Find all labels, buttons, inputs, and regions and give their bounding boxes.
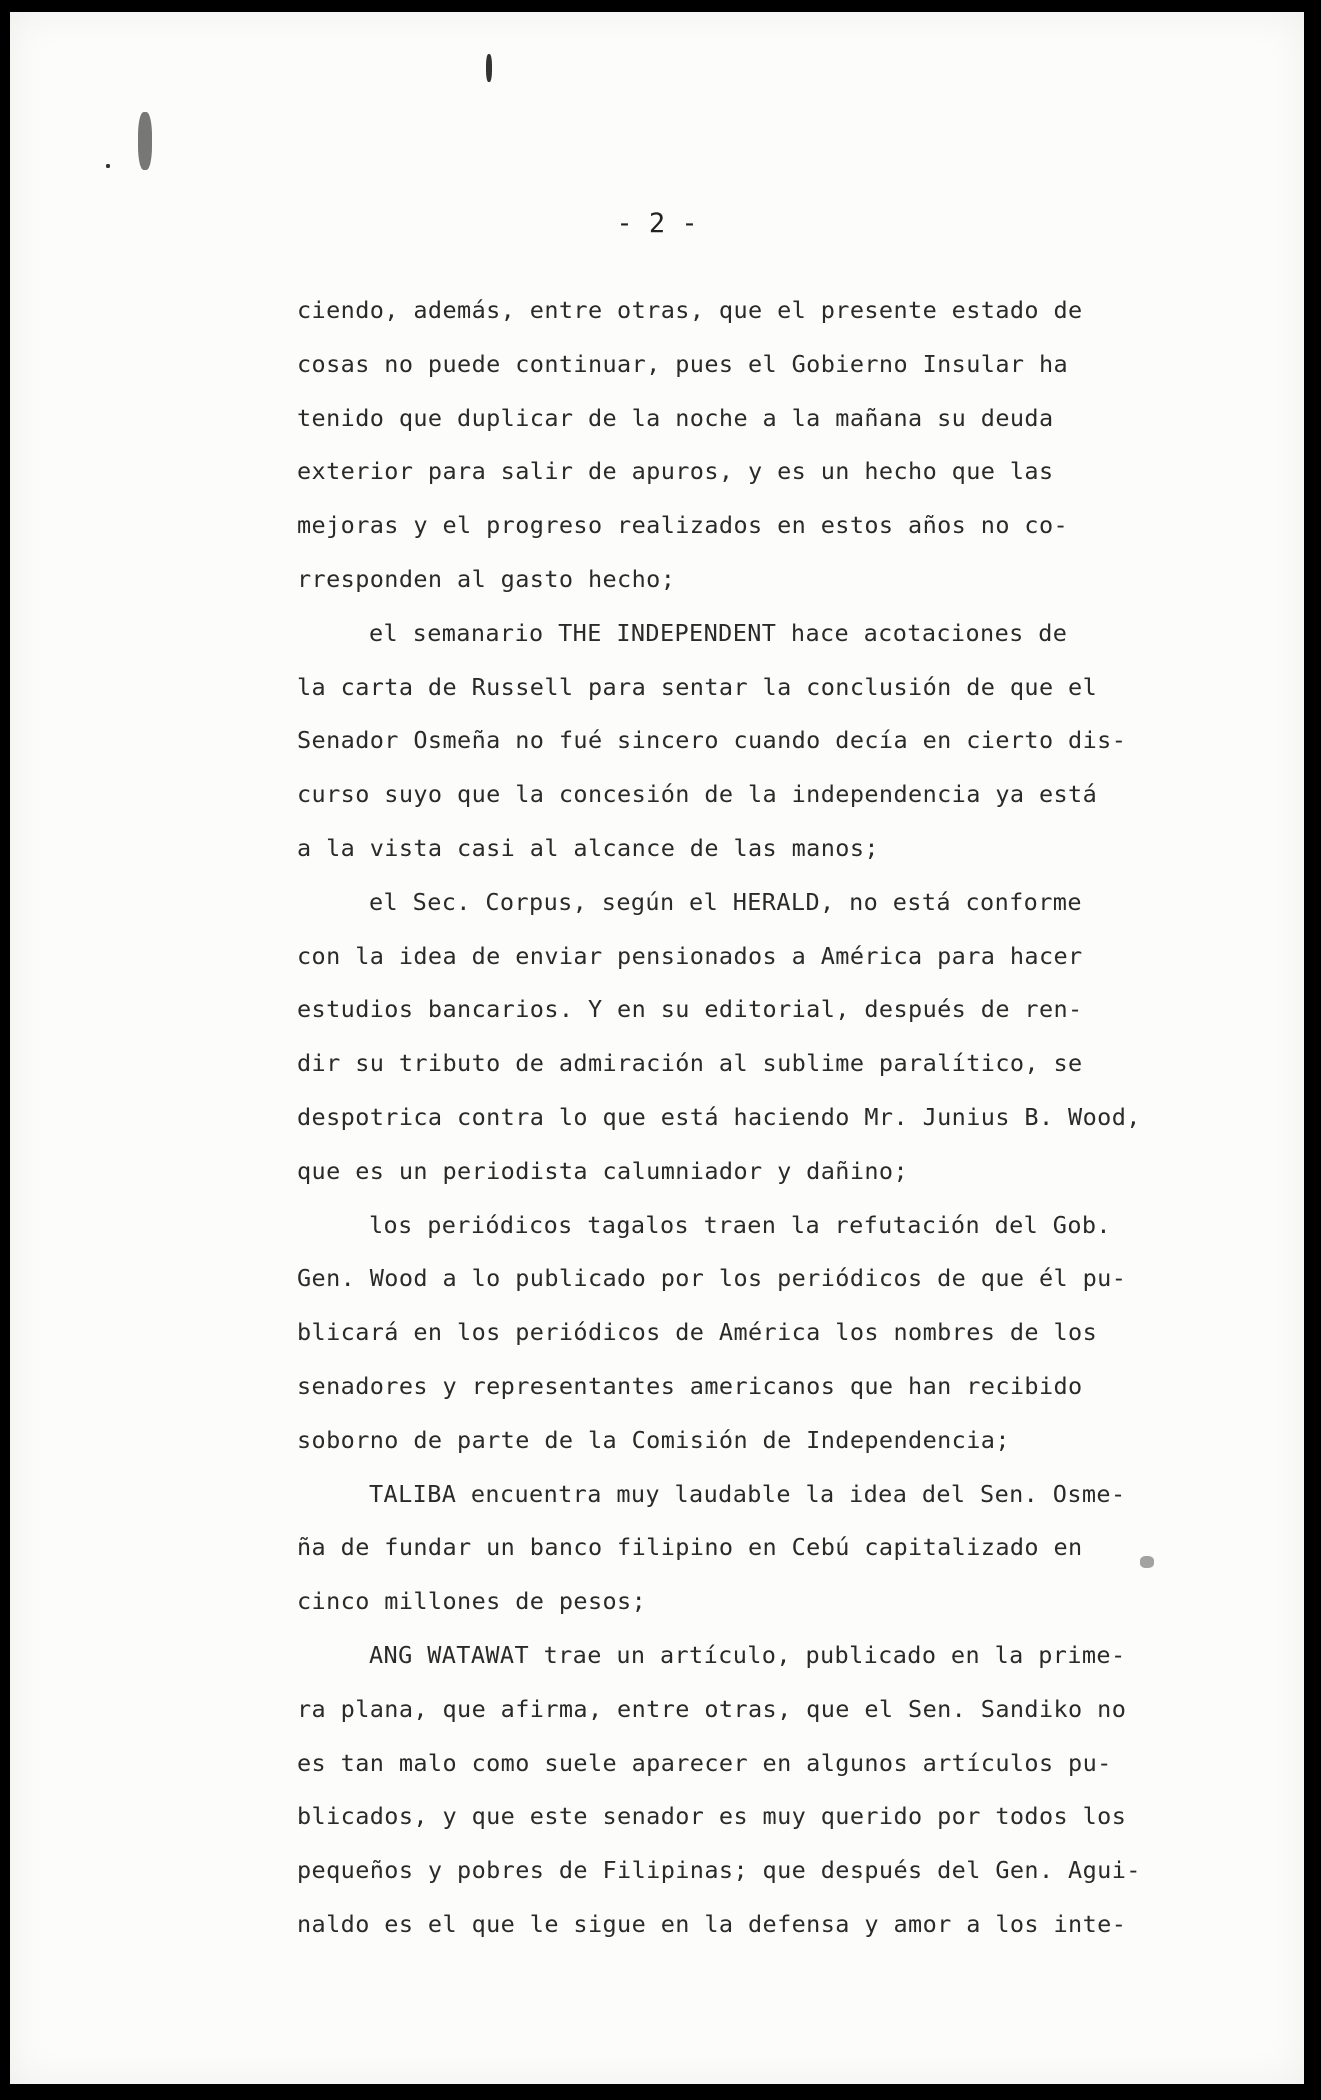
text-line: es tan malo como suele aparecer en algunos artículos pu- (297, 1748, 1112, 1777)
text-line: con la idea de enviar pensionados a América para hacer (297, 941, 1083, 970)
text-line: blicados, y que este senador es muy querido por todos los (297, 1802, 1127, 1831)
document-page (10, 12, 1304, 2084)
ink-speck-mark (486, 54, 492, 82)
text-line: ciendo, además, entre otras, que el presente estado de (297, 296, 1083, 324)
page-number: - 2 - (616, 208, 698, 239)
text-line: tenido que duplicar de la noche a la mañana su deuda (297, 403, 1054, 432)
text-line: dir su tributo de admiración al sublime paralítico, se (297, 1049, 1083, 1078)
text-line: pequeños y pobres de Filipinas; que después del Gen. Agui- (297, 1856, 1141, 1885)
text-line: a la vista casi al alcance de las manos; (297, 833, 879, 862)
text-line: los periódicos tagalos traen la refutación del Gob. (369, 1210, 1111, 1239)
ink-dot-mark (106, 164, 110, 168)
text-line: despotrica contra lo que está haciendo Mr. Junius B. Wood, (297, 1102, 1141, 1131)
text-line: blicará en los periódicos de América los nombres de los (297, 1318, 1098, 1347)
text-line: estudios bancarios. Y en su editorial, después de ren- (297, 995, 1083, 1024)
text-line: mejoras y el progreso realizados en estos años no co- (297, 511, 1069, 540)
text-line: Senador Osmeña no fué sincero cuando decía en cierto dis- (297, 726, 1127, 755)
text-line: ra plana, que afirma, entre otras, que el Sen. Sandiko no (297, 1694, 1127, 1723)
text-line: la carta de Russell para sentar la conclusión de que el (297, 672, 1098, 701)
text-line: TALIBA encuentra muy laudable la idea del Sen. Osme- (369, 1479, 1126, 1508)
ink-smudge-mark (138, 112, 152, 170)
text-line: cosas no puede continuar, pues el Gobierno Insular ha (297, 349, 1069, 378)
text-line: ANG WATAWAT trae un artículo, publicado en la prime- (369, 1640, 1126, 1669)
text-line: senadores y representantes americanos que han recibido (297, 1371, 1083, 1400)
text-line: cinco millones de pesos; (297, 1587, 647, 1616)
text-line: ña de fundar un banco filipino en Cebú capitalizado en (297, 1533, 1083, 1562)
text-line: que es un periodista calumniador y dañino; (297, 1156, 909, 1185)
text-line: Gen. Wood a lo publicado por los periódicos de que él pu- (297, 1264, 1127, 1293)
text-line: curso suyo que la concesión de la independencia ya está (297, 780, 1098, 809)
text-line: soborno de parte de la Comisión de Independencia; (297, 1425, 1010, 1454)
text-line: rresponden al gasto hecho; (297, 564, 676, 593)
text-line: exterior para salir de apuros, y es un hecho que las (297, 457, 1054, 486)
text-line: naldo es el que le sigue en la defensa y amor a los inte- (297, 1909, 1127, 1938)
document-text-body (297, 284, 1227, 1952)
text-line: el semanario THE INDEPENDENT hace acotaciones de (369, 618, 1068, 647)
text-line: el Sec. Corpus, según el HERALD, no está conforme (369, 887, 1082, 916)
